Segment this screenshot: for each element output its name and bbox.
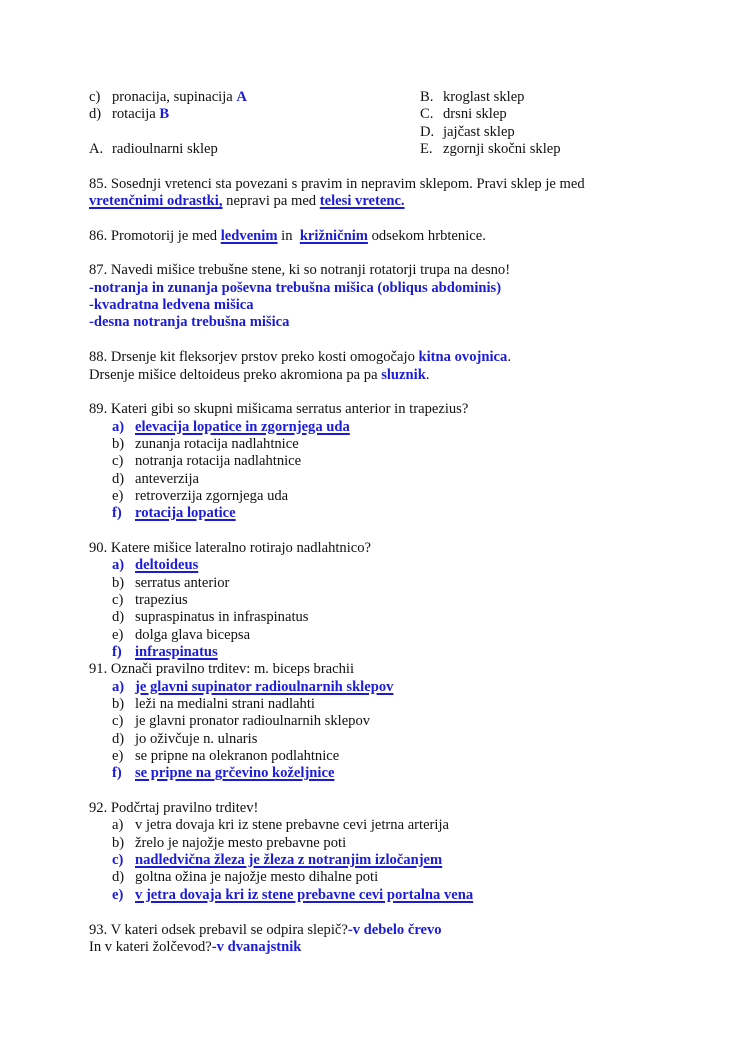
answer-option — [89, 817, 689, 834]
matching-row — [89, 141, 689, 158]
correct-option-text: je glavni supinator radioulnarnih sklepov — [135, 678, 394, 695]
text-segment: nepravi pa med — [222, 193, 320, 210]
question-block — [89, 800, 689, 904]
spacer — [89, 523, 689, 540]
text-segment: In v kateri žolčevod? — [89, 938, 212, 955]
spacer — [89, 332, 689, 349]
question-block — [89, 176, 689, 211]
option-label: d) — [112, 730, 125, 747]
answer-text: -v debelo črevo — [347, 921, 442, 938]
text-line — [89, 540, 689, 557]
text-segment: . — [507, 349, 511, 366]
item-label: E. — [420, 141, 433, 158]
answer-text: vretenčnimi odrastki, — [89, 193, 223, 210]
answer-option — [89, 765, 689, 782]
answer-option — [89, 696, 689, 713]
option-label: c) — [112, 591, 124, 608]
option-label: d) — [112, 470, 125, 487]
text-segment: rotacija — [112, 106, 160, 123]
answer-text: B — [159, 106, 170, 123]
option-label: a) — [112, 557, 125, 574]
option-text: anteverzija — [135, 470, 200, 487]
answer-option — [89, 419, 689, 436]
correct-option-text: deltoideus — [135, 557, 199, 574]
text-segment: 89. Kateri gibi so skupni mišicama serratus anterior in trapezius? — [89, 401, 469, 418]
text-segment: in — [277, 227, 300, 244]
correct-option-text: infraspinatus — [135, 644, 218, 660]
text-line — [89, 176, 689, 193]
answer-text: -v dvanajstnik — [211, 938, 302, 955]
text-segment: odsekom hrbtenice. — [367, 227, 486, 244]
item-label: d) — [89, 106, 102, 123]
option-label: f) — [112, 765, 122, 782]
answer-text: sluznik — [381, 366, 426, 383]
correct-option-text: elevacija lopatice in zgornjega uda — [135, 418, 350, 435]
text-segment: 91. Označi pravilno trditev: m. biceps brachii — [89, 661, 355, 678]
text-line — [89, 228, 689, 245]
answer-text: kitna ovojnica — [418, 349, 508, 366]
question-block — [89, 922, 689, 957]
option-label: c) — [112, 453, 124, 470]
option-label: c) — [112, 852, 124, 869]
answer-option — [89, 731, 689, 748]
item-text — [112, 141, 218, 158]
answer-option — [89, 453, 689, 470]
text-segment: 92. Podčrtaj pravilno trditev! — [89, 800, 259, 817]
option-text: leži na medialni strani nadlahti — [135, 696, 315, 713]
item-label: C. — [420, 106, 434, 123]
answer-option — [89, 644, 689, 661]
text-line — [89, 297, 689, 314]
answer-option — [89, 835, 689, 852]
matching-row — [89, 124, 689, 141]
option-label: d) — [112, 869, 125, 886]
item-label: D. — [420, 123, 435, 140]
correct-option-text: nadledvična žleza je žleza z notranjim izločanjem — [135, 852, 443, 869]
spacer — [89, 904, 689, 921]
item-label: B. — [420, 89, 434, 105]
option-label: f) — [112, 505, 122, 522]
text-line — [89, 314, 689, 331]
option-label: f) — [112, 644, 122, 660]
text-line — [89, 661, 689, 678]
answer-text: ledvenim — [220, 227, 278, 244]
answer-option — [89, 679, 689, 696]
text-segment: 88. Drsenje kit fleksorjev prstov preko kosti omogočajo — [89, 349, 419, 366]
item-text — [112, 89, 247, 106]
answer-option — [89, 557, 689, 574]
option-label: e) — [112, 487, 124, 504]
option-label: e) — [112, 748, 124, 765]
option-text: serratus anterior — [135, 574, 230, 591]
answer-text: -notranja in zunanja poševna trebušna mišica (obliqus abdominis) — [89, 279, 502, 296]
matching-row — [89, 89, 689, 106]
option-label: a) — [112, 418, 125, 435]
option-text: trapezius — [135, 591, 188, 608]
question-block — [89, 228, 689, 245]
answer-option — [89, 592, 689, 609]
text-line — [89, 939, 689, 956]
item-label: c) — [89, 89, 101, 105]
text-line — [89, 349, 689, 366]
answer-option — [89, 852, 689, 869]
answer-text: A — [236, 89, 247, 105]
spacer — [89, 783, 689, 800]
correct-option-text: rotacija lopatice — [135, 505, 236, 522]
option-label: b) — [112, 834, 125, 851]
text-segment: 87. Navedi mišice trebušne stene, ki so notranji rotatorji trupa na desno! — [89, 262, 511, 279]
question-block — [89, 262, 689, 331]
question-block — [89, 540, 689, 661]
document-page — [89, 89, 689, 956]
answer-text: križničnim — [299, 227, 368, 244]
option-label: a) — [112, 817, 124, 834]
option-text: v jetra dovaja kri iz stene prebavne cevi jetrna arterija — [135, 817, 450, 834]
option-text: dolga glava bicepsa — [135, 626, 251, 643]
answer-option — [89, 436, 689, 453]
option-text: supraspinatus in infraspinatus — [135, 609, 309, 626]
answer-text: -kvadratna ledvena mišica — [89, 297, 254, 314]
answer-text: telesi vretenc. — [319, 193, 405, 210]
answer-option — [89, 609, 689, 626]
option-label: b) — [112, 574, 125, 591]
spacer — [89, 384, 689, 401]
text-segment: 86. Promotorij je med — [89, 227, 221, 244]
item-text — [112, 106, 169, 123]
option-label: d) — [112, 609, 125, 626]
text-line — [89, 262, 689, 279]
correct-option-text: se pripne na grčevino koželjnice — [135, 765, 335, 782]
item-label: A. — [89, 141, 104, 158]
text-line — [89, 922, 689, 939]
option-text: je glavni pronator radioulnarnih sklepov — [135, 713, 371, 730]
answer-option — [89, 713, 689, 730]
item-text: zgornji skočni sklep — [443, 141, 561, 158]
correct-option-text: v jetra dovaja kri iz stene prebavne cevi portalna vena — [135, 886, 474, 903]
option-label: b) — [112, 435, 125, 452]
text-line — [89, 193, 689, 210]
text-segment: 93. V kateri odsek prebavil se odpira slepič? — [89, 921, 348, 938]
text-segment: radioulnarni sklep — [112, 141, 218, 158]
spacer — [89, 210, 689, 227]
text-segment: Drsenje mišice deltoideus preko akromiona pa pa — [89, 366, 382, 383]
text-line — [89, 280, 689, 297]
option-text: se pripne na olekranon podlahtnice — [135, 748, 340, 765]
answer-option — [89, 505, 689, 522]
answer-option — [89, 471, 689, 488]
option-label: c) — [112, 713, 124, 730]
answer-option — [89, 887, 689, 904]
answer-option — [89, 869, 689, 886]
matching-row — [89, 106, 689, 123]
answer-option — [89, 575, 689, 592]
text-line — [89, 367, 689, 384]
answer-option — [89, 627, 689, 644]
question-block — [89, 349, 689, 384]
text-segment: . — [425, 366, 430, 383]
spacer — [89, 158, 689, 175]
text-segment: 85. Sosednji vretenci sta povezani s pravim in nepravim sklepom. Pravi sklep je med — [89, 175, 585, 192]
text-line — [89, 800, 689, 817]
option-text: jo oživčuje n. ulnaris — [135, 730, 258, 747]
item-text: drsni sklep — [443, 106, 507, 123]
option-text: retroverzija zgornjega uda — [135, 487, 289, 504]
question-block — [89, 661, 689, 782]
option-text: žrelo je najožje mesto prebavne poti — [135, 834, 347, 851]
option-text: goltna ožina je najožje mesto dihalne poti — [135, 869, 379, 886]
answer-option — [89, 488, 689, 505]
option-label: b) — [112, 696, 125, 713]
option-label: a) — [112, 678, 125, 695]
text-line — [89, 401, 689, 418]
question-block — [89, 401, 689, 522]
text-segment: pronacija, supinacija — [112, 89, 237, 105]
answer-text: -desna notranja trebušna mišica — [89, 314, 290, 331]
text-segment: 90. Katere mišice lateralno rotirajo nadlahtnico? — [89, 539, 372, 556]
option-label: e) — [112, 626, 124, 643]
item-text: kroglast sklep — [443, 89, 525, 105]
item-text: jajčast sklep — [443, 123, 515, 140]
option-text: notranja rotacija nadlahtnice — [135, 453, 302, 470]
option-text: zunanja rotacija nadlahtnice — [135, 435, 299, 452]
answer-option — [89, 748, 689, 765]
option-label: e) — [112, 886, 124, 903]
spacer — [89, 245, 689, 262]
